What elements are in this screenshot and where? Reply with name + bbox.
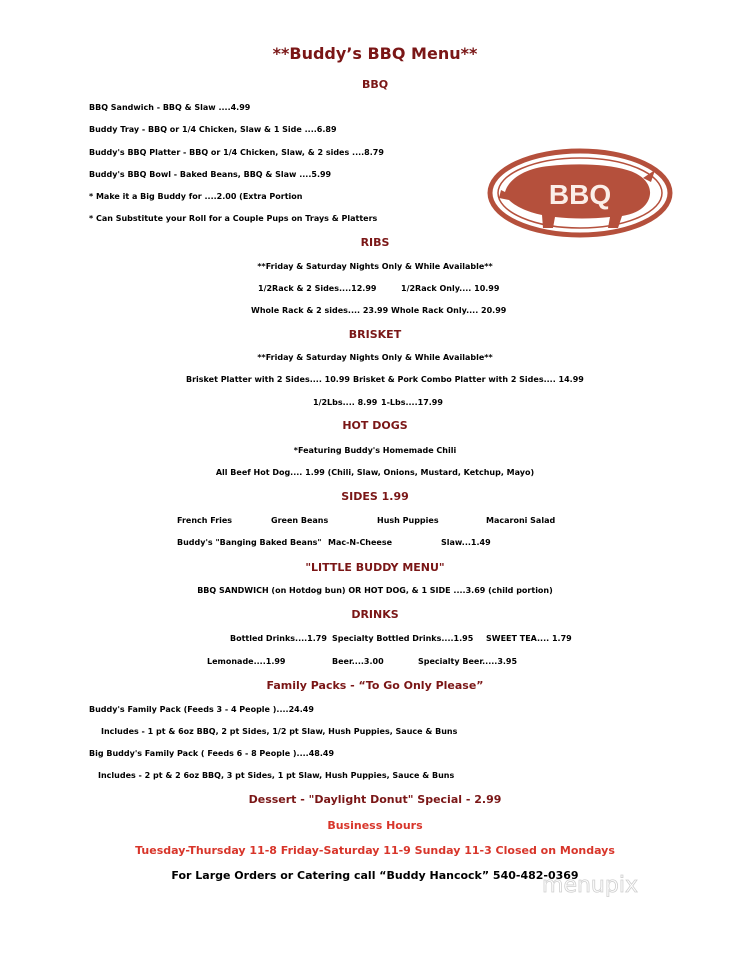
family-pack-item: Big Buddy's Family Pack ( Feeds 6 - 8 People )....48.49: [89, 749, 335, 758]
logo-text: BBQ: [548, 179, 612, 210]
brisket-item: Brisket & Pork Combo Platter with 2 Sides.... 14.99: [353, 375, 584, 384]
drink-item: Specialty Beer.....3.95: [418, 657, 518, 666]
ribs-note: **Friday & Saturday Nights Only & While Available**: [257, 262, 493, 271]
watermark-text: menupix: [542, 873, 638, 898]
drink-item: Specialty Bottled Drinks....1.95: [332, 634, 474, 643]
hours-heading: Business Hours: [327, 819, 423, 832]
hotdogs-item: All Beef Hot Dog.... 1.99 (Chili, Slaw, Onions, Mustard, Ketchup, Mayo): [215, 468, 535, 477]
little-buddy-item: BBQ SANDWICH (on Hotdog bun) OR HOT DOG, & 1 SIDE ....3.69 (child portion): [197, 586, 553, 595]
drink-item: Lemonade....1.99: [207, 657, 286, 666]
side-item: Macaroni Salad: [486, 516, 556, 525]
ribs-heading: RIBS: [360, 236, 390, 249]
side-item: French Fries: [177, 516, 233, 525]
ribs-item: Whole Rack & 2 sides.... 23.99: [251, 306, 389, 315]
hotdogs-heading: HOT DOGS: [342, 419, 408, 432]
bbq-note: * Make it a Big Buddy for ....2.00 (Extra Portion: [89, 192, 303, 201]
drink-item: Bottled Drinks....1.79: [230, 634, 327, 643]
family-pack-item: Buddy's Family Pack (Feeds 3 - 4 People )....24.49: [89, 705, 314, 714]
side-item: Green Beans: [271, 516, 329, 525]
little-buddy-heading: "LITTLE BUDDY MENU": [305, 561, 445, 574]
menu-title: **Buddy’s BBQ Menu**: [272, 44, 478, 63]
side-item: Hush Puppies: [377, 516, 439, 525]
drinks-heading: DRINKS: [351, 608, 399, 621]
side-item: Buddy's "Banging Baked Beans": [177, 538, 322, 547]
bbq-item: Buddy's BBQ Platter - BBQ or 1/4 Chicken, Slaw, & 2 sides ....8.79: [89, 148, 384, 157]
brisket-note: **Friday & Saturday Nights Only & While Available**: [257, 353, 493, 362]
side-item: Mac-N-Cheese: [328, 538, 393, 547]
catering-line: For Large Orders or Catering call “Buddy Hancock” 540-482-0369: [171, 869, 579, 882]
side-item: Slaw...1.49: [441, 538, 491, 547]
bbq-note: * Can Substitute your Roll for a Couple Pups on Trays & Platters: [89, 214, 378, 223]
drink-item: SWEET TEA.... 1.79: [486, 634, 572, 643]
family-pack-includes: Includes - 2 pt & 2 6oz BBQ, 3 pt Sides, 1 pt Slaw, Hush Puppies, Sauce & Buns: [98, 771, 455, 780]
family-pack-includes: Includes - 1 pt & 6oz BBQ, 2 pt Sides, 1/2 pt Slaw, Hush Puppies, Sauce & Buns: [101, 727, 458, 736]
drink-item: Beer....3.00: [332, 657, 384, 666]
family-heading: Family Packs - “To Go Only Please”: [266, 679, 484, 692]
ribs-item: Whole Rack Only.... 20.99: [391, 306, 507, 315]
brisket-item: 1/2Lbs.... 8.99: [313, 398, 378, 407]
menupix-watermark: [515, 862, 665, 904]
bbq-pig-logo: [487, 148, 673, 238]
bbq-heading: BBQ: [361, 78, 389, 91]
brisket-heading: BRISKET: [348, 328, 402, 341]
ribs-item: 1/2Rack Only.... 10.99: [401, 284, 500, 293]
hours-text: Tuesday-Thursday 11-8 Friday-Saturday 11-9 Sunday 11-3 Closed on Mondays: [135, 844, 615, 857]
hotdogs-note: *Featuring Buddy's Homemade Chili: [293, 446, 457, 455]
brisket-item: Brisket Platter with 2 Sides.... 10.99: [186, 375, 350, 384]
bbq-item: Buddy's BBQ Bowl - Baked Beans, BBQ & Slaw ....5.99: [89, 170, 332, 179]
bbq-item: Buddy Tray - BBQ or 1/4 Chicken, Slaw & 1 Side ....6.89: [89, 125, 337, 134]
ribs-item: 1/2Rack & 2 Sides....12.99: [258, 284, 377, 293]
brisket-item: 1-Lbs....17.99: [381, 398, 443, 407]
bbq-item: BBQ Sandwich - BBQ & Slaw ....4.99: [89, 103, 251, 112]
dessert-special: Dessert - "Daylight Donut" Special - 2.99: [248, 793, 502, 806]
sides-heading: SIDES 1.99: [341, 490, 409, 503]
